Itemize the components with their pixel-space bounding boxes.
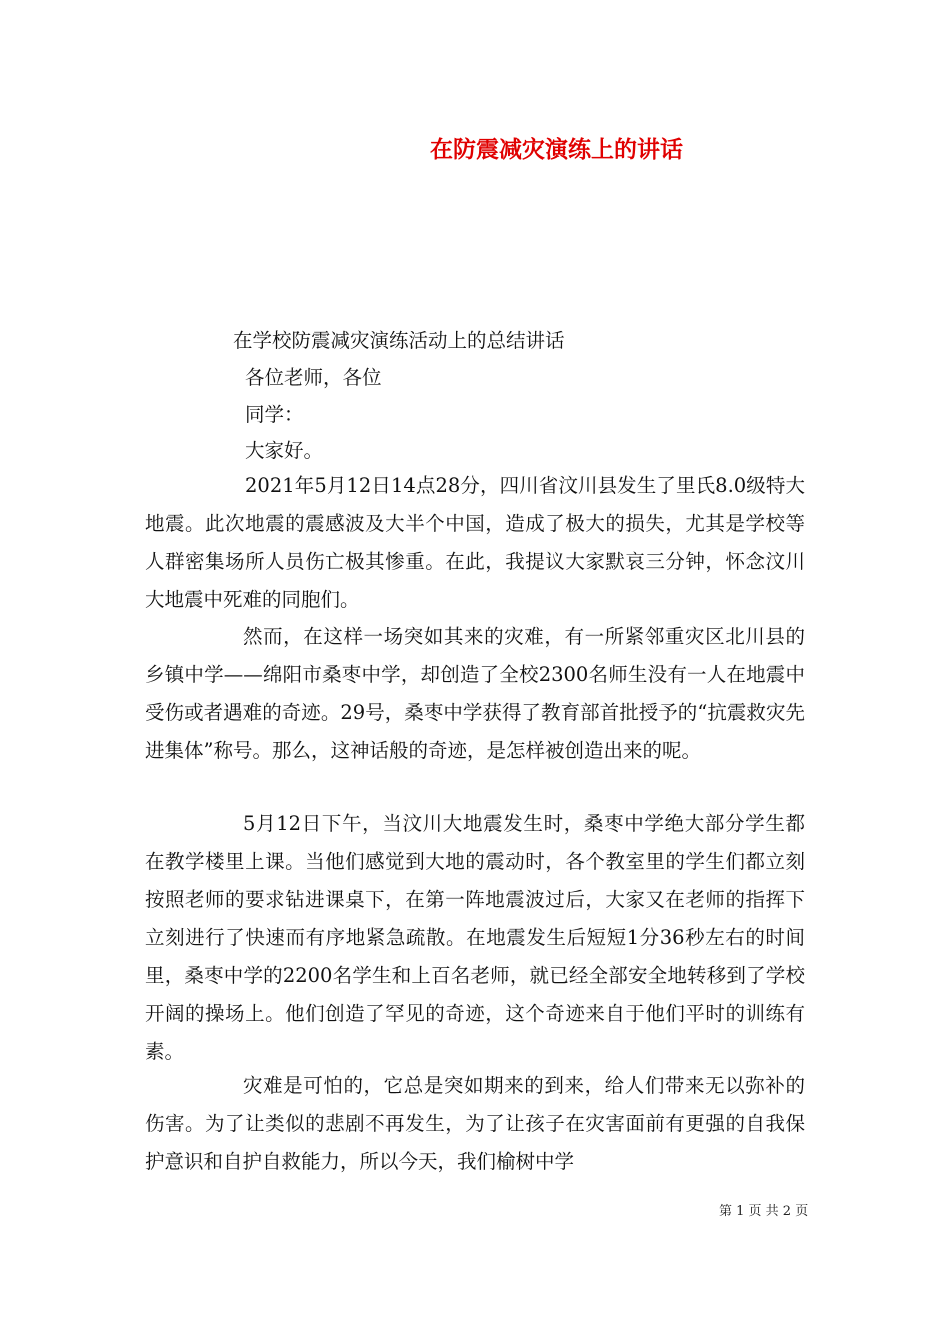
paragraph-1: 2021年5月12日14点28分，四川省汶川县发生了里氏8.0级特大地震。此次地震的震感波及大半个中国，造成了极大的损失，尤其是学校等人群密集场所人员伤亡极其惨重。在此，我提议大家默哀三分钟，怀念汶川大地震中死难的同胞们。	[145, 474, 805, 611]
greeting-line-3: 大家好。	[245, 439, 324, 462]
paragraph-4: 灾难是可怕的，它总是突如期来的到来，给人们带来无以弥补的伤害。为了让类似的悲剧不再发生，为了让孩子在灾害面前有更强的自我保护意识和自护自救能力，所以今天，我们榆树中学	[145, 1074, 805, 1173]
page-footer: 第 1 页 共 2 页	[719, 1204, 809, 1219]
greeting-line-2: 同学：	[245, 403, 304, 426]
greeting-line-1: 各位老师，各位	[245, 366, 382, 389]
paragraph-3: 5月12日下午，当汶川大地震发生时，桑枣中学绝大部分学生都在教学楼里上课。当他们感觉到大地的震动时，各个教室里的学生们都立刻按照老师的要求钻进课桌下，在第一阵地震波过后，大家又在老师的指挥下立刻进行了快速而有序地紧急疏散。在地震发生后短短1分36秒左右的时间里，桑枣中学的2200名学生和上百名老师，就已经全部安全地转移到了学校开阔的操场上。他们创造了罕见的奇迹，这个奇迹来自于他们平时的训练有素。	[145, 812, 805, 1063]
paragraph-2: 然而，在这样一场突如其来的灾难，有一所紧邻重灾区北川县的乡镇中学——绵阳市桑枣中学，却创造了全校2300名师生没有一人在地震中受伤或者遇难的奇迹。29号，桑枣中学获得了教育部首批授予的“抗震救灾先进集体”称号。那么，这神话般的奇迹，是怎样被创造出来的呢。	[145, 625, 805, 762]
document-subtitle: 在学校防震减灾演练活动上的总结讲话	[233, 329, 565, 352]
document-title: 在防震减灾演练上的讲话	[430, 137, 683, 163]
